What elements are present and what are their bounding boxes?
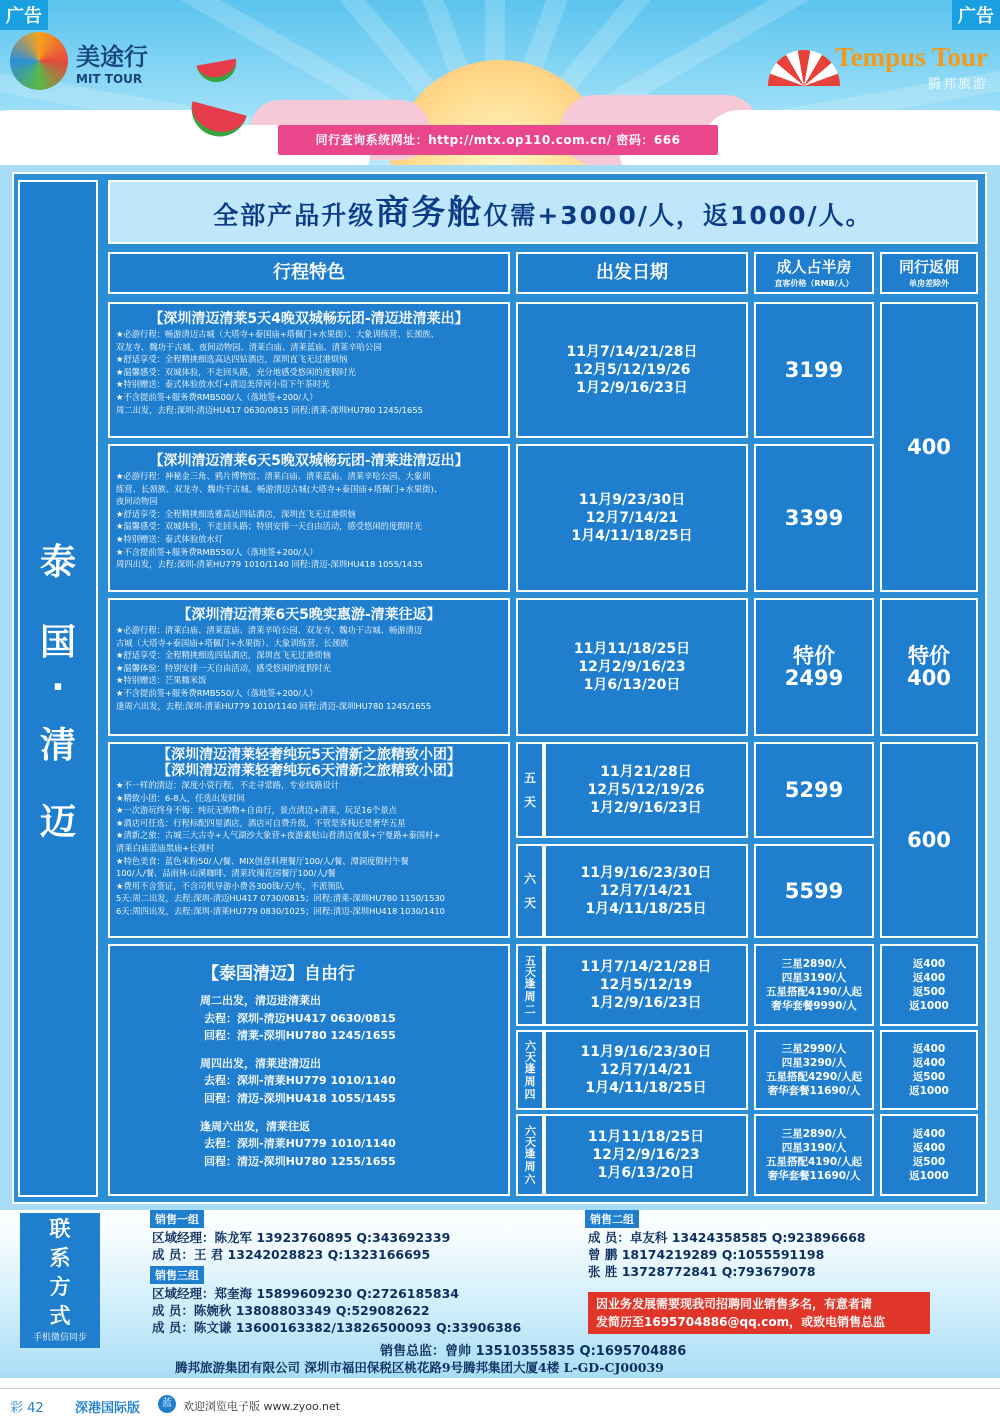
- free-row-1-dates: 11月7/14/21/28日 12月5/12/19 1月2/9/16/23日: [544, 944, 748, 1026]
- col-header-dates: 出发日期: [516, 252, 748, 294]
- watermelon-icon: [197, 59, 240, 86]
- free-row-2-dates: 11月9/16/23/30日 12月7/14/21 1月4/11/18/25日: [544, 1030, 748, 1110]
- tour-3-price: 特价 2499: [754, 598, 874, 736]
- region-char: 国: [39, 622, 76, 663]
- luxury-commission: 600: [880, 742, 978, 938]
- tour-title: 【深圳清迈清莱5天4晚双城畅玩团-清迈进清莱出】: [149, 311, 469, 327]
- sales-contact-line: 成 员：卓友科 13424358585 Q:923896668: [588, 1230, 866, 1245]
- sales-group-1-tag: 销售一组: [150, 1210, 204, 1228]
- company-address: 腾邦旅游集团有限公司 深圳市福田保税区桃花路9号腾邦集团大厦4楼 L-GD-CJ00039: [175, 1360, 664, 1375]
- free-travel-desc: 【泰国清迈】自由行 周二出发，清迈进清莱出 去程：深圳-清迈HU417 0630/0815 回程：清莱-深圳HU780 1245/1655 周四出发，清莱进清迈出 去程：深圳-清莱HU779 1010/1140 回程：清迈-深圳HU418 1055/1455 逢周六出发，清莱往返 去程：深圳-清莱HU779 1010/1140 回程：清迈-深圳HU780 1255/1655: [108, 944, 510, 1196]
- tour-1-dates: 11月7/14/21/28日 12月5/12/19/26 1月2/9/16/23日: [516, 302, 748, 438]
- tour-2-price: 3399: [754, 444, 874, 592]
- luxury-tour-desc: 【深圳清迈清莱轻奢纯玩5天清新之旅精致小团】 【深圳清迈清莱轻奢纯玩6天清新之旅精致小团】 ★不一样的清迈：深度小资行程，不走寻常路，专业线路设计 ★精致小团：6-8人，任选出发时间 ★一次游玩终身不悔：纯玩无购物+自由行，景点清迈+清莱，玩足16个景点 ★酒店可任选：行程标配四星酒店，酒店可自费升级，不管是客栈还是奢华五星 ★清新之旅：古城三大古寺+人气湖沙大象营+夜游素贴山看清迈夜景+宁曼路+泰国村+ 清莱白庙蓝庙黑庙+长颈村 ★特色美食：蓝色米粉50/人/餐、MIX创意料理餐厅100/人/餐、潭洞度假村午餐 100/人/餐、品雨林·山溪咖啡、清莱玫瑰花园餐厅100/人/餐 ★费用不含签证，不含司机导游小费各300铢/天/车，不派领队 5天:周二出发，去程:深圳-清迈HU417 0730/0815；回程:清莱-深圳HU780 1150/1530 6天:周四出发，去程:深圳-清莱HU779 0830/1025；回程:清迈-深圳HU418 1030/1410: [108, 742, 510, 938]
- banner-pre: 全部产品升级: [213, 201, 376, 230]
- umbrella-icon: [768, 50, 840, 86]
- tour-title: 【深圳清迈清莱轻奢纯玩5天清新之旅精致小团】: [157, 747, 461, 763]
- col-header-price: 成人占半房 直客价格（RMB/人）: [754, 252, 874, 294]
- free-row-1-rets: 返400 返400 返500 返1000: [880, 944, 978, 1026]
- sales-contact-line: 成 员：王 君 13242028823 Q:1323166695: [152, 1247, 431, 1262]
- promo-banner: [108, 180, 978, 244]
- free-row-3-dates: 11月11/18/25日 12月2/9/16/23 1月6/13/20日: [544, 1114, 748, 1196]
- blue-badge-icon: 蓝: [158, 1395, 176, 1413]
- mit-tour-logo: [10, 32, 148, 90]
- tour-3-commission: 特价 400: [880, 598, 978, 736]
- free-row-2-label: 六天 逢 周 四: [516, 1030, 544, 1110]
- col-header-commission: 同行返佣 单房差除外: [880, 252, 978, 294]
- sales-contact-line: 张 胜 13728772841 Q:793679078: [588, 1264, 816, 1279]
- sales-director-line: 销售总监：曾帅 13510355835 Q:1695704886: [380, 1344, 687, 1359]
- commission-tour-1-2: 400: [880, 302, 978, 592]
- luxury-5day-price: 5299: [754, 742, 874, 838]
- recruitment-notice: 因业务发展需要现我司招聘同业销售多名，有意者请 发简历至1695704886@qq.com，或致电销售总监: [588, 1292, 930, 1334]
- free-row-2-rets: 返400 返400 返500 返1000: [880, 1030, 978, 1110]
- logo-cn-text: 美途行: [76, 41, 148, 71]
- free-row-2-prices: 三星2990/人 四星3290/人 五星搭配4290/人起 奢华套餐11690/人: [754, 1030, 874, 1110]
- tour-3-desc: 【深圳清迈清莱6天5晚实惠游-清莱往返】 ★必游行程：清莱白庙、清莱蓝庙、清莱辛哈公园、双龙寺、魏功干古城、畅游清迈 古城（大塔寺+泰国庙+塔佩门+水果街）、大象训练营、长颈族 ★舒适享受：全程精挑细选四钻酒店，深圳直飞无过港烦恼 ★温馨体验：特别安排一天自由活动，感受悠闲的度假时光 ★特别赠送：芒果糯米饭 ★不含提前签+服务费RMB550/人（落地签+200/人） 逢周六出发，去程:深圳-清莱HU779 1010/1140 回程:清迈-深圳HU780 1245/1655: [108, 598, 510, 736]
- luxury-6day-dates: 11月9/16/23/30日 12月7/14/21 1月4/11/18/25日: [544, 844, 748, 938]
- tempus-tour-logo: [835, 42, 988, 92]
- ad-label-right: 广告: [952, 0, 1000, 30]
- tour-1-desc: 【深圳清迈清莱5天4晚双城畅玩团-清迈进清莱出】 ★必游行程：畅游清迈古城（大塔寺+泰国庙+塔佩门+水果街）、大象训练营、长颈族、 双龙寺、魏功干古城、夜间动物园、清莱白庙、清莱蓝庙、清莱辛哈公园 ★舒适享受：全程精挑细选高达四钻酒店，深圳直飞无过港烦恼 ★温馨感受：双城体验，不走回头路，充分地感受悠闲的度假时光 ★特别赠送：泰式体验放水灯+清迈美萍河小资下午茶时光 ★不含提前签+服务费RMB500/人（落地签+200/人） 周二出发，去程:深圳-清迈HU417 0630/0815 回程:清莱-深圳HU780 1245/1655: [108, 302, 510, 438]
- logo-en-text: MIT TOUR: [76, 71, 143, 86]
- query-system-url[interactable]: 同行查询系统网址：http://mtx.op110.com.cn/ 密码：666: [278, 125, 718, 155]
- free-row-3-rets: 返400 返400 返500 返1000: [880, 1114, 978, 1196]
- free-row-1-prices: 三星2890/人 四星3190/人 五星搭配4190/人起 奢华套餐9990/人: [754, 944, 874, 1026]
- free-travel-title: 【泰国清迈】自由行: [202, 964, 355, 984]
- sales-contact-line: 曾 鹏 18174219289 Q:1055591198: [588, 1247, 825, 1262]
- tour-title: 【深圳清迈清莱6天5晚实惠游-清莱往返】: [177, 607, 441, 623]
- sales-contact-line: 成 员：陈婉秋 13808803349 Q:529082622: [152, 1303, 430, 1318]
- banner-business-class: 商务舱: [375, 193, 484, 233]
- free-row-1-label: 五天 逢 周 二: [516, 944, 544, 1026]
- col-header-features: 行程特色: [108, 252, 510, 294]
- page-footer: [0, 1388, 1000, 1418]
- ad-label-left: 广告: [0, 0, 48, 30]
- region-label: [18, 180, 98, 1197]
- luxury-5day-dates: 11月21/28日 12月5/12/19/26 1月2/9/16/23日: [544, 742, 748, 838]
- sales-contact-line: 区域经理：陈龙军 13923760895 Q:343692339: [152, 1230, 451, 1245]
- luxury-6day-price: 5599: [754, 844, 874, 938]
- sales-contact-line: 成 员：陈文谦 13600163382/13826500093 Q:33906386: [152, 1320, 522, 1335]
- region-char: 清: [39, 725, 76, 766]
- sales-group-3-tag: 销售三组: [150, 1266, 204, 1284]
- tempus-logo-en: Tempus Tour: [835, 42, 988, 72]
- sales-contact-line: 区域经理：郑奎海 15899609230 Q:2726185834: [152, 1286, 459, 1301]
- region-char: 迈: [39, 802, 76, 843]
- web-link[interactable]: 欢迎浏览电子版 www.zyoo.net: [183, 1400, 341, 1413]
- free-row-3-prices: 三星2890/人 四星3190/人 五星搭配4190/人起 奢华套餐11690/人: [754, 1114, 874, 1196]
- contact-label: 联 系 方 式 手机微信同步: [20, 1213, 100, 1348]
- page-number: 彩 42: [10, 1401, 44, 1416]
- free-row-3-label: 六天 逢 周 六: [516, 1114, 544, 1196]
- luxury-5day-label: 五 天: [516, 742, 544, 838]
- sales-group-2-tag: 销售二组: [585, 1210, 639, 1228]
- logo-emblem-icon: [10, 32, 68, 90]
- edition-name: 深港国际版: [75, 1401, 141, 1416]
- tempus-logo-cn: 腾邦旅游: [927, 77, 988, 92]
- tour-2-dates: 11月9/23/30日 12月7/14/21 1月4/11/18/25日: [516, 444, 748, 592]
- luxury-6day-label: 六 天: [516, 844, 544, 938]
- tour-1-price: 3199: [754, 302, 874, 438]
- region-char: 泰: [39, 542, 76, 583]
- tour-title: 【深圳清迈清莱6天5晚双城畅玩团-清莱进清迈出】: [149, 453, 469, 469]
- banner-post: 仅需+3000/人，返1000/人。: [483, 201, 873, 230]
- tour-title: 【深圳清迈清莱轻奢纯玩6天清新之旅精致小团】: [157, 763, 461, 779]
- tour-2-desc: 【深圳清迈清莱6天5晚双城畅玩团-清莱进清迈出】 ★必游行程：神秘金三角、鸦片博物馆、清莱白庙、清莱蓝庙、清莱辛哈公园、大象训 练营、长颈族、双龙寺、魏功干古城、畅游清迈古城(大塔寺+泰国庙+塔佩门+水果街)、 夜间动物园 ★舒适享受：全程精挑细选雅高达四钻酒店，深圳直飞无过港烦恼 ★温馨感受：双城体验，不走回头路；特别安排一天自由活动，感受悠闲的度假时光 ★特别赠送：泰式体验放水灯 ★不含提前签+服务费RMB550/人（落地签+200/人） 周四出发，去程:深圳-清莱HU779 1010/1140 回程:清迈-深圳HU418 1055/1435: [108, 444, 510, 592]
- tour-3-dates: 11月11/18/25日 12月2/9/16/23 1月6/13/20日: [516, 598, 748, 736]
- region-char: ·: [51, 667, 65, 708]
